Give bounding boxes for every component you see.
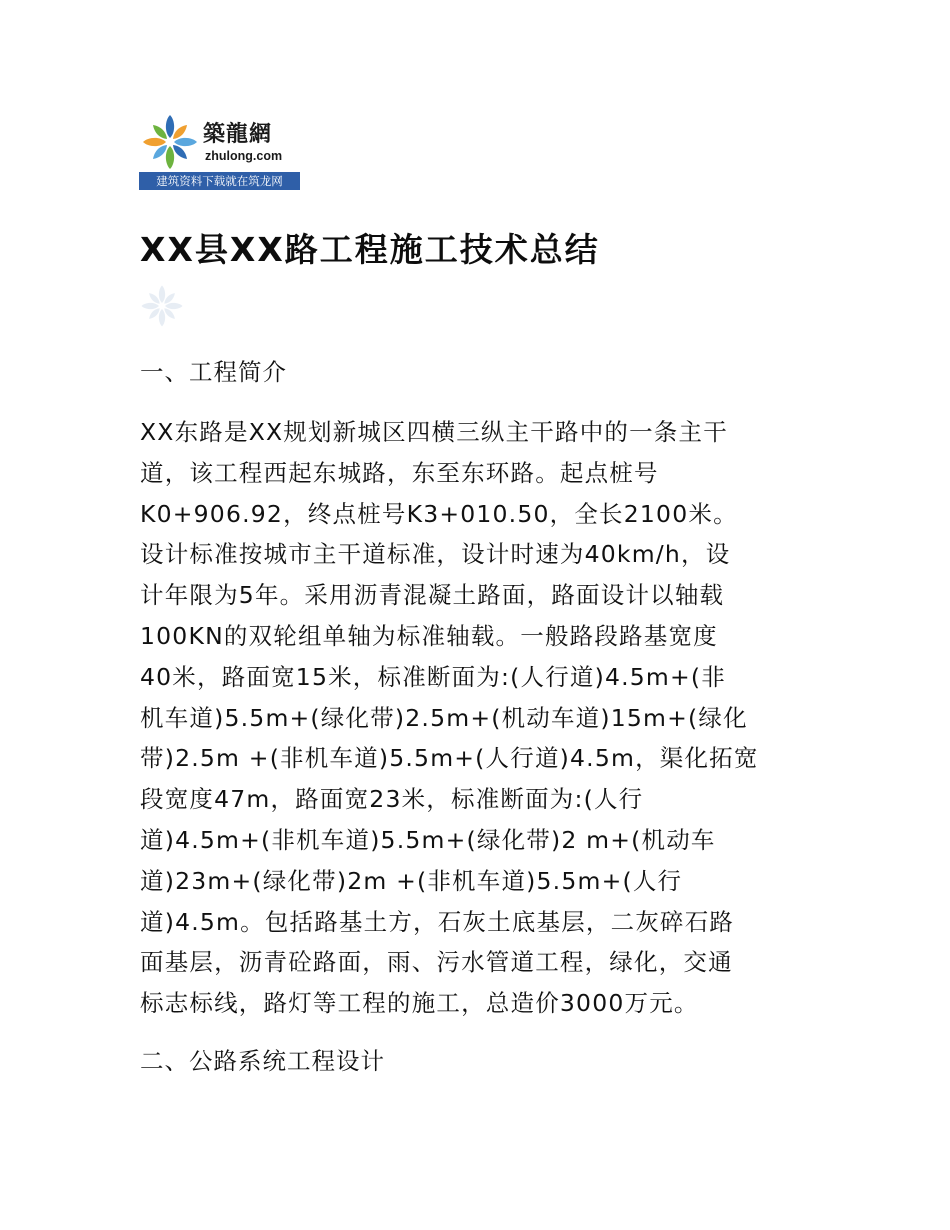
paragraph-line: 道)4.5m+(非机车道)5.5m+(绿化带)2 m+(机动车 [140,825,716,854]
paragraph-line: 机车道)5.5m+(绿化带)2.5m+(机动车道)15m+(绿化 [140,703,748,732]
paragraph-line: 标志标线，路灯等工程的施工，总造价3000万元。 [140,989,699,1018]
logo-flower-icon [141,113,199,171]
paragraph-line: 段宽度47m，路面宽23米，标准断面为:(人行 [140,785,644,814]
section-1-heading: 一、工程简介 [140,358,287,386]
paragraph-line: 道)4.5m。包括路基土方，石灰土底基层，二灰碎石路 [140,907,735,936]
paragraph-line: K0+906.92，终点桩号K3+010.50，全长2100米。 [140,499,738,528]
paragraph-line: 100KN的双轮组单轴为标准轴载。一般路段路基宽度 [140,621,718,650]
section-1-paragraph [140,412,820,1024]
faint-watermark-icon [140,284,184,328]
logo-chinese-name: 築龍網 [203,121,273,147]
paragraph-line: 道，该工程西起东城路，东至东环路。起点桩号 [140,458,659,487]
paragraph-line: 设计标准按城市主干道标准，设计时速为40km/h，设 [140,540,731,569]
logo-emblem-area [139,111,300,172]
zhulong-logo [139,111,300,190]
paragraph-line: 计年限为5年。采用沥青混凝土路面，路面设计以轴载 [140,581,725,610]
paragraph-line: 面基层，沥青砼路面，雨、污水管道工程，绿化，交通 [140,948,733,977]
paragraph-line: 40米，路面宽15米，标准断面为:(人行道)4.5m+(非 [140,662,726,691]
logo-slogan: 建筑资料下载就在筑龙网 [139,172,300,190]
paragraph-line: 道)23m+(绿化带)2m +(非机车道)5.5m+(人行 [140,866,683,895]
document-title: XX县XX路工程施工技术总结 [140,230,600,269]
logo-website: zhulong.com [205,149,283,163]
paragraph-line: 带)2.5m +(非机车道)5.5m+(人行道)4.5m，渠化拓宽 [140,744,759,773]
section-2-heading: 二、公路系统工程设计 [140,1047,385,1075]
paragraph-line: XX东路是XX规划新城区四横三纵主干路中的一条主干 [140,418,728,446]
